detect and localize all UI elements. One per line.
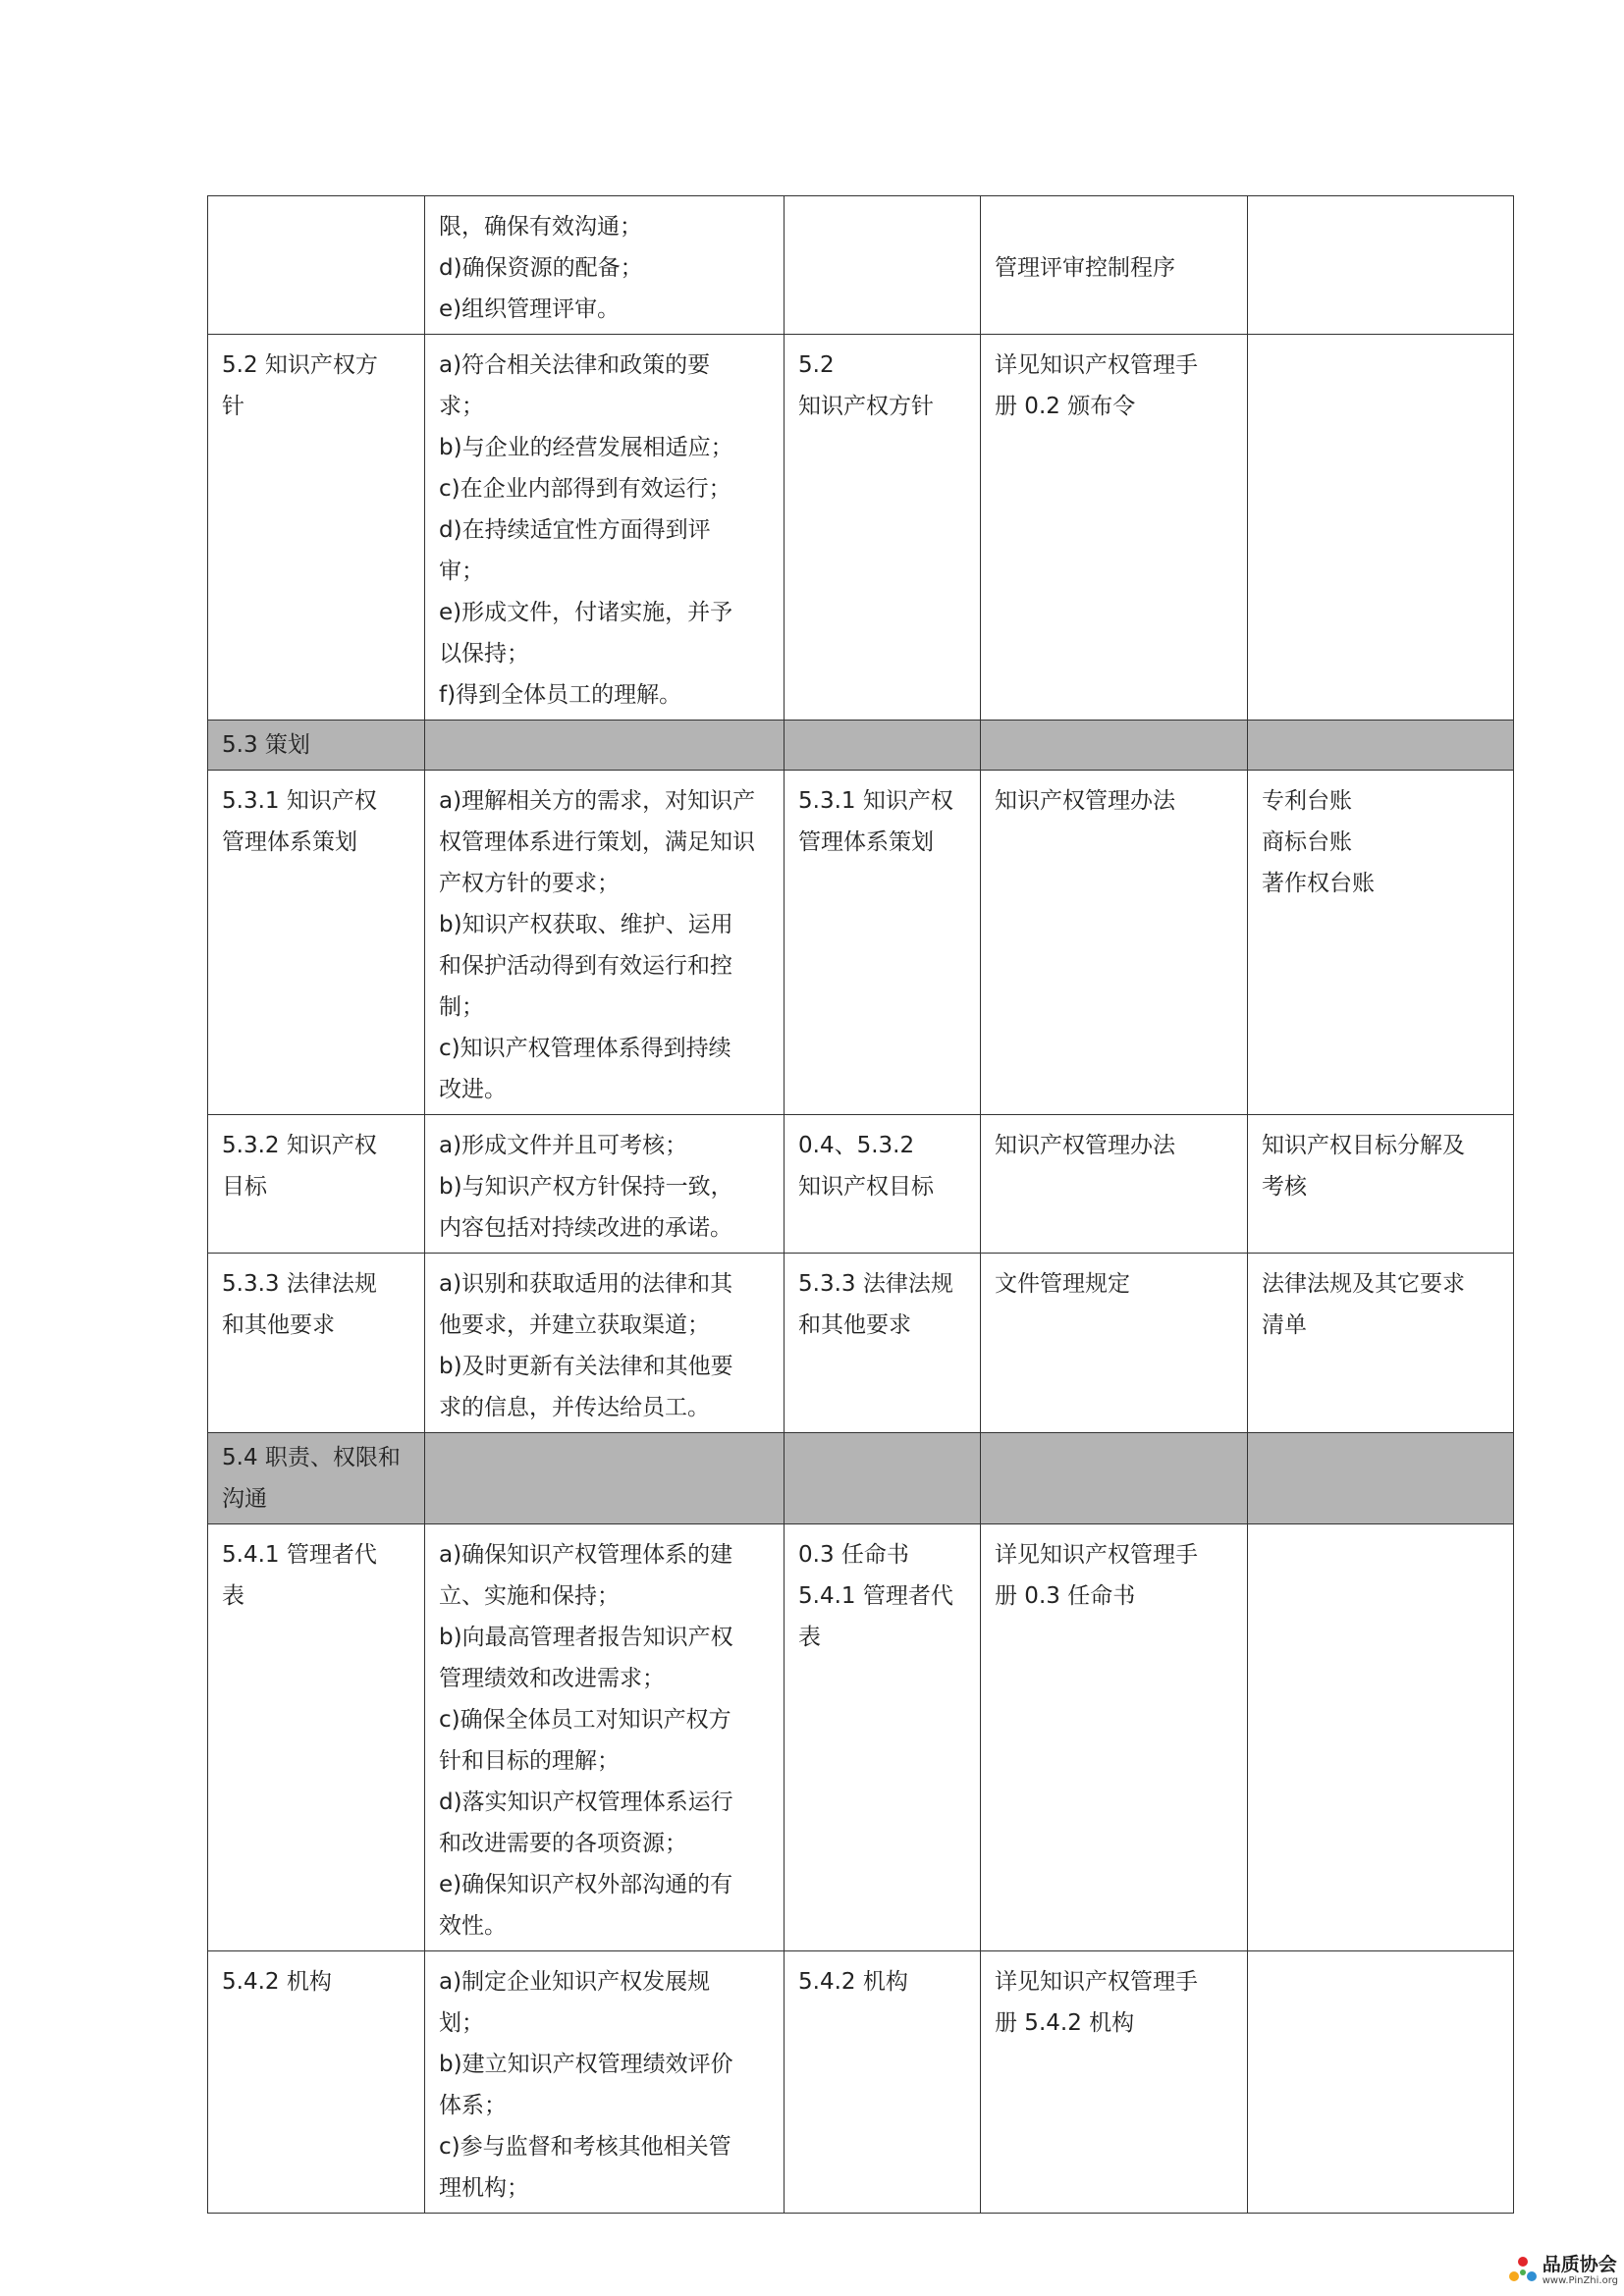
cell-text-line: 改进。 [439,1077,507,1102]
record-cell [1248,1951,1514,2214]
requirement-cell [425,1951,785,2214]
manual-section-cell [785,1254,981,1433]
section-header-row [208,1433,1514,1524]
cell-text-line: 清单 [1262,1312,1307,1338]
table-row [208,1254,1514,1433]
manual-section-cell [785,1524,981,1951]
record-cell [1248,1433,1514,1524]
procedure-cell [981,721,1248,771]
requirement-cell [425,1254,785,1433]
cell-text-line: 效性。 [439,1913,507,1939]
cell-text-line: 管理体系策划 [222,829,357,855]
cell-text-line: a)符合相关法律和政策的要 [439,352,711,378]
cell-text-line: 册 0.2 颁布令 [995,394,1136,419]
cell-text-line: 管理评审控制程序 [995,255,1175,281]
cell-text-line: f)得到全体员工的理解。 [439,682,682,708]
record-cell [1248,196,1514,335]
cell-text-line: 文件管理规定 [995,1271,1130,1297]
cell-text-line: 知识产权管理办法 [995,788,1175,814]
cell-text-line: 5.4.2 机构 [222,1969,332,1995]
procedure-cell [981,1524,1248,1951]
cell-text-line: d)在持续适宜性方面得到评 [439,517,711,543]
manual-section-cell [785,721,981,771]
cell-text-line: b)与企业的经营发展相适应； [439,435,733,460]
cell-text-line: 著作权台账 [1262,871,1375,896]
procedure-cell [981,196,1248,335]
clause-cell [208,1433,425,1524]
cell-text-line: 5.4.1 管理者代 [798,1583,953,1609]
cell-text-line: 针和目标的理解； [439,1748,620,1774]
table-row [208,196,1514,335]
cell-text-line: 权管理体系进行策划，满足知识 [439,829,755,855]
watermark-name: 品质协会 [1542,2253,1617,2275]
record-cell [1248,1524,1514,1951]
cell-text-line: b)及时更新有关法律和其他要 [439,1354,733,1379]
manual-section-cell [785,1433,981,1524]
requirement-cell [425,771,785,1115]
cell-text-line: 求的信息，并传达给员工。 [439,1395,710,1420]
cell-text-line: c)知识产权管理体系得到持续 [439,1036,731,1061]
cell-text-line: 划； [439,2010,484,2036]
procedure-cell [981,1433,1248,1524]
cell-text-line: 和改进需要的各项资源； [439,1831,687,1856]
record-cell [1248,335,1514,721]
cell-text-line: 知识产权目标分解及 [1262,1133,1465,1158]
cell-text-line: e)组织管理评审。 [439,296,621,322]
cell-text-line: 体系； [439,2093,507,2118]
requirement-cell [425,1524,785,1951]
cell-text-line: 和保护活动得到有效运行和控 [439,953,732,979]
cell-text-line: a)识别和获取适用的法律和其 [439,1271,733,1297]
cell-text-line: 表 [222,1583,244,1609]
watermark-text [1542,2253,1618,2286]
cell-text-line: 5.2 [798,352,835,378]
manual-section-cell [785,1115,981,1254]
cell-text-line: 5.3.1 知识产权 [798,788,953,814]
clause-cell [208,335,425,721]
cell-text-line: 产权方针的要求； [439,871,620,896]
cell-text-line: 详见知识产权管理手 [995,1969,1198,1995]
procedure-cell [981,1254,1248,1433]
cell-text-line: 5.4.1 管理者代 [222,1542,377,1568]
cell-text-line: 求； [439,394,484,419]
record-cell [1248,721,1514,771]
cell-text-line: 0.4、5.3.2 [798,1133,915,1158]
table-row [208,771,1514,1115]
procedure-cell [981,1951,1248,2214]
cell-text-line: b)与知识产权方针保持一致， [439,1174,733,1200]
cell-text-line: 知识产权方针 [798,394,934,419]
cell-text-line: 5.4 职责、权限和 [222,1445,401,1470]
section-header-row [208,721,1514,771]
cell-text-line: 和其他要求 [222,1312,335,1338]
cell-text-line: b)向最高管理者报告知识产权 [439,1625,733,1650]
requirement-cell [425,721,785,771]
table-row [208,335,1514,721]
clause-cell [208,1254,425,1433]
cell-text-line: 内容包括对持续改进的承诺。 [439,1215,732,1241]
clause-table [207,195,1514,2214]
cell-text-line: 以保持； [439,641,529,667]
cell-text-line: c)确保全体员工对知识产权方 [439,1707,731,1733]
cell-text-line: 制； [439,994,484,1020]
cell-text-line: e)确保知识产权外部沟通的有 [439,1872,733,1897]
cell-text-line: d)落实知识产权管理体系运行 [439,1789,733,1815]
cell-text-line: 目标 [222,1174,267,1200]
cell-text-line: 专利台账 [1262,788,1352,814]
cell-text-line: 商标台账 [1262,829,1352,855]
cell-text-line: 5.2 知识产权方 [222,352,378,378]
clause-cell [208,771,425,1115]
cell-text-line: a)形成文件并且可考核； [439,1133,688,1158]
cell-text-line: c)在企业内部得到有效运行； [439,476,731,502]
clause-cell [208,1524,425,1951]
site-watermark [1507,2255,1618,2286]
record-cell [1248,771,1514,1115]
clause-cell [208,196,425,335]
cell-text-line: e)形成文件，付诸实施，并予 [439,600,733,625]
cell-text-line: d)确保资源的配备； [439,255,643,281]
cell-text-line: 5.3.3 法律法规 [798,1271,953,1297]
clause-cell [208,721,425,771]
record-cell [1248,1115,1514,1254]
manual-section-cell [785,196,981,335]
cell-text-line: 他要求，并建立获取渠道； [439,1312,710,1338]
manual-section-cell [785,1951,981,2214]
procedure-cell [981,1115,1248,1254]
cell-text-line: 管理绩效和改进需求； [439,1666,665,1691]
requirement-cell [425,335,785,721]
cell-text-line: 5.3 策划 [222,732,310,758]
cell-text-line: 0.3 任命书 [798,1542,909,1568]
cell-text-line: 管理体系策划 [798,829,934,855]
cell-text-line: 5.3.1 知识产权 [222,788,377,814]
cell-text-line: 知识产权目标 [798,1174,934,1200]
cell-text-line: a)制定企业知识产权发展规 [439,1969,711,1995]
cell-text-line: 5.3.3 法律法规 [222,1271,377,1297]
clause-cell [208,1951,425,2214]
table-row [208,1115,1514,1254]
cell-text-line: 册 0.3 任命书 [995,1583,1136,1609]
table-row [208,1524,1514,1951]
cell-text-line: 详见知识产权管理手 [995,1542,1198,1568]
watermark-url: www.PinZhi.org [1542,2274,1618,2286]
cell-text-line: 5.3.2 知识产权 [222,1133,377,1158]
cell-text-line: b)知识产权获取、维护、运用 [439,912,733,937]
cell-text-line: 5.4.2 机构 [798,1969,908,1995]
cell-text-line: 和其他要求 [798,1312,911,1338]
cell-text-line: b)建立知识产权管理绩效评价 [439,2052,733,2077]
requirement-cell [425,196,785,335]
cell-text-line: 沟通 [222,1486,267,1512]
cell-text-line: a)确保知识产权管理体系的建 [439,1542,733,1568]
clause-cell [208,1115,425,1254]
cell-text-line: 详见知识产权管理手 [995,352,1198,378]
pinzhi-logo-icon [1507,2255,1539,2286]
cell-text-line: 知识产权管理办法 [995,1133,1175,1158]
table-row [208,1951,1514,2214]
requirement-cell [425,1433,785,1524]
manual-section-cell [785,335,981,721]
cell-text-line: 审； [439,559,484,584]
procedure-cell [981,335,1248,721]
cell-text-line: 立、实施和保持； [439,1583,620,1609]
procedure-cell [981,771,1248,1115]
cell-text-line: a)理解相关方的需求，对知识产 [439,788,756,814]
requirement-cell [425,1115,785,1254]
table-body [208,196,1514,2214]
cell-text-line: 限，确保有效沟通； [439,214,642,240]
cell-text-line: 考核 [1262,1174,1307,1200]
cell-text-line: 册 5.4.2 机构 [995,2010,1135,2036]
cell-text-line: c)参与监督和考核其他相关管 [439,2134,731,2160]
cell-text-line: 针 [222,394,244,419]
cell-text-line: 法律法规及其它要求 [1262,1271,1465,1297]
manual-section-cell [785,771,981,1115]
cell-text-line: 理机构； [439,2175,529,2201]
record-cell [1248,1254,1514,1433]
cell-text-line: 表 [798,1625,821,1650]
